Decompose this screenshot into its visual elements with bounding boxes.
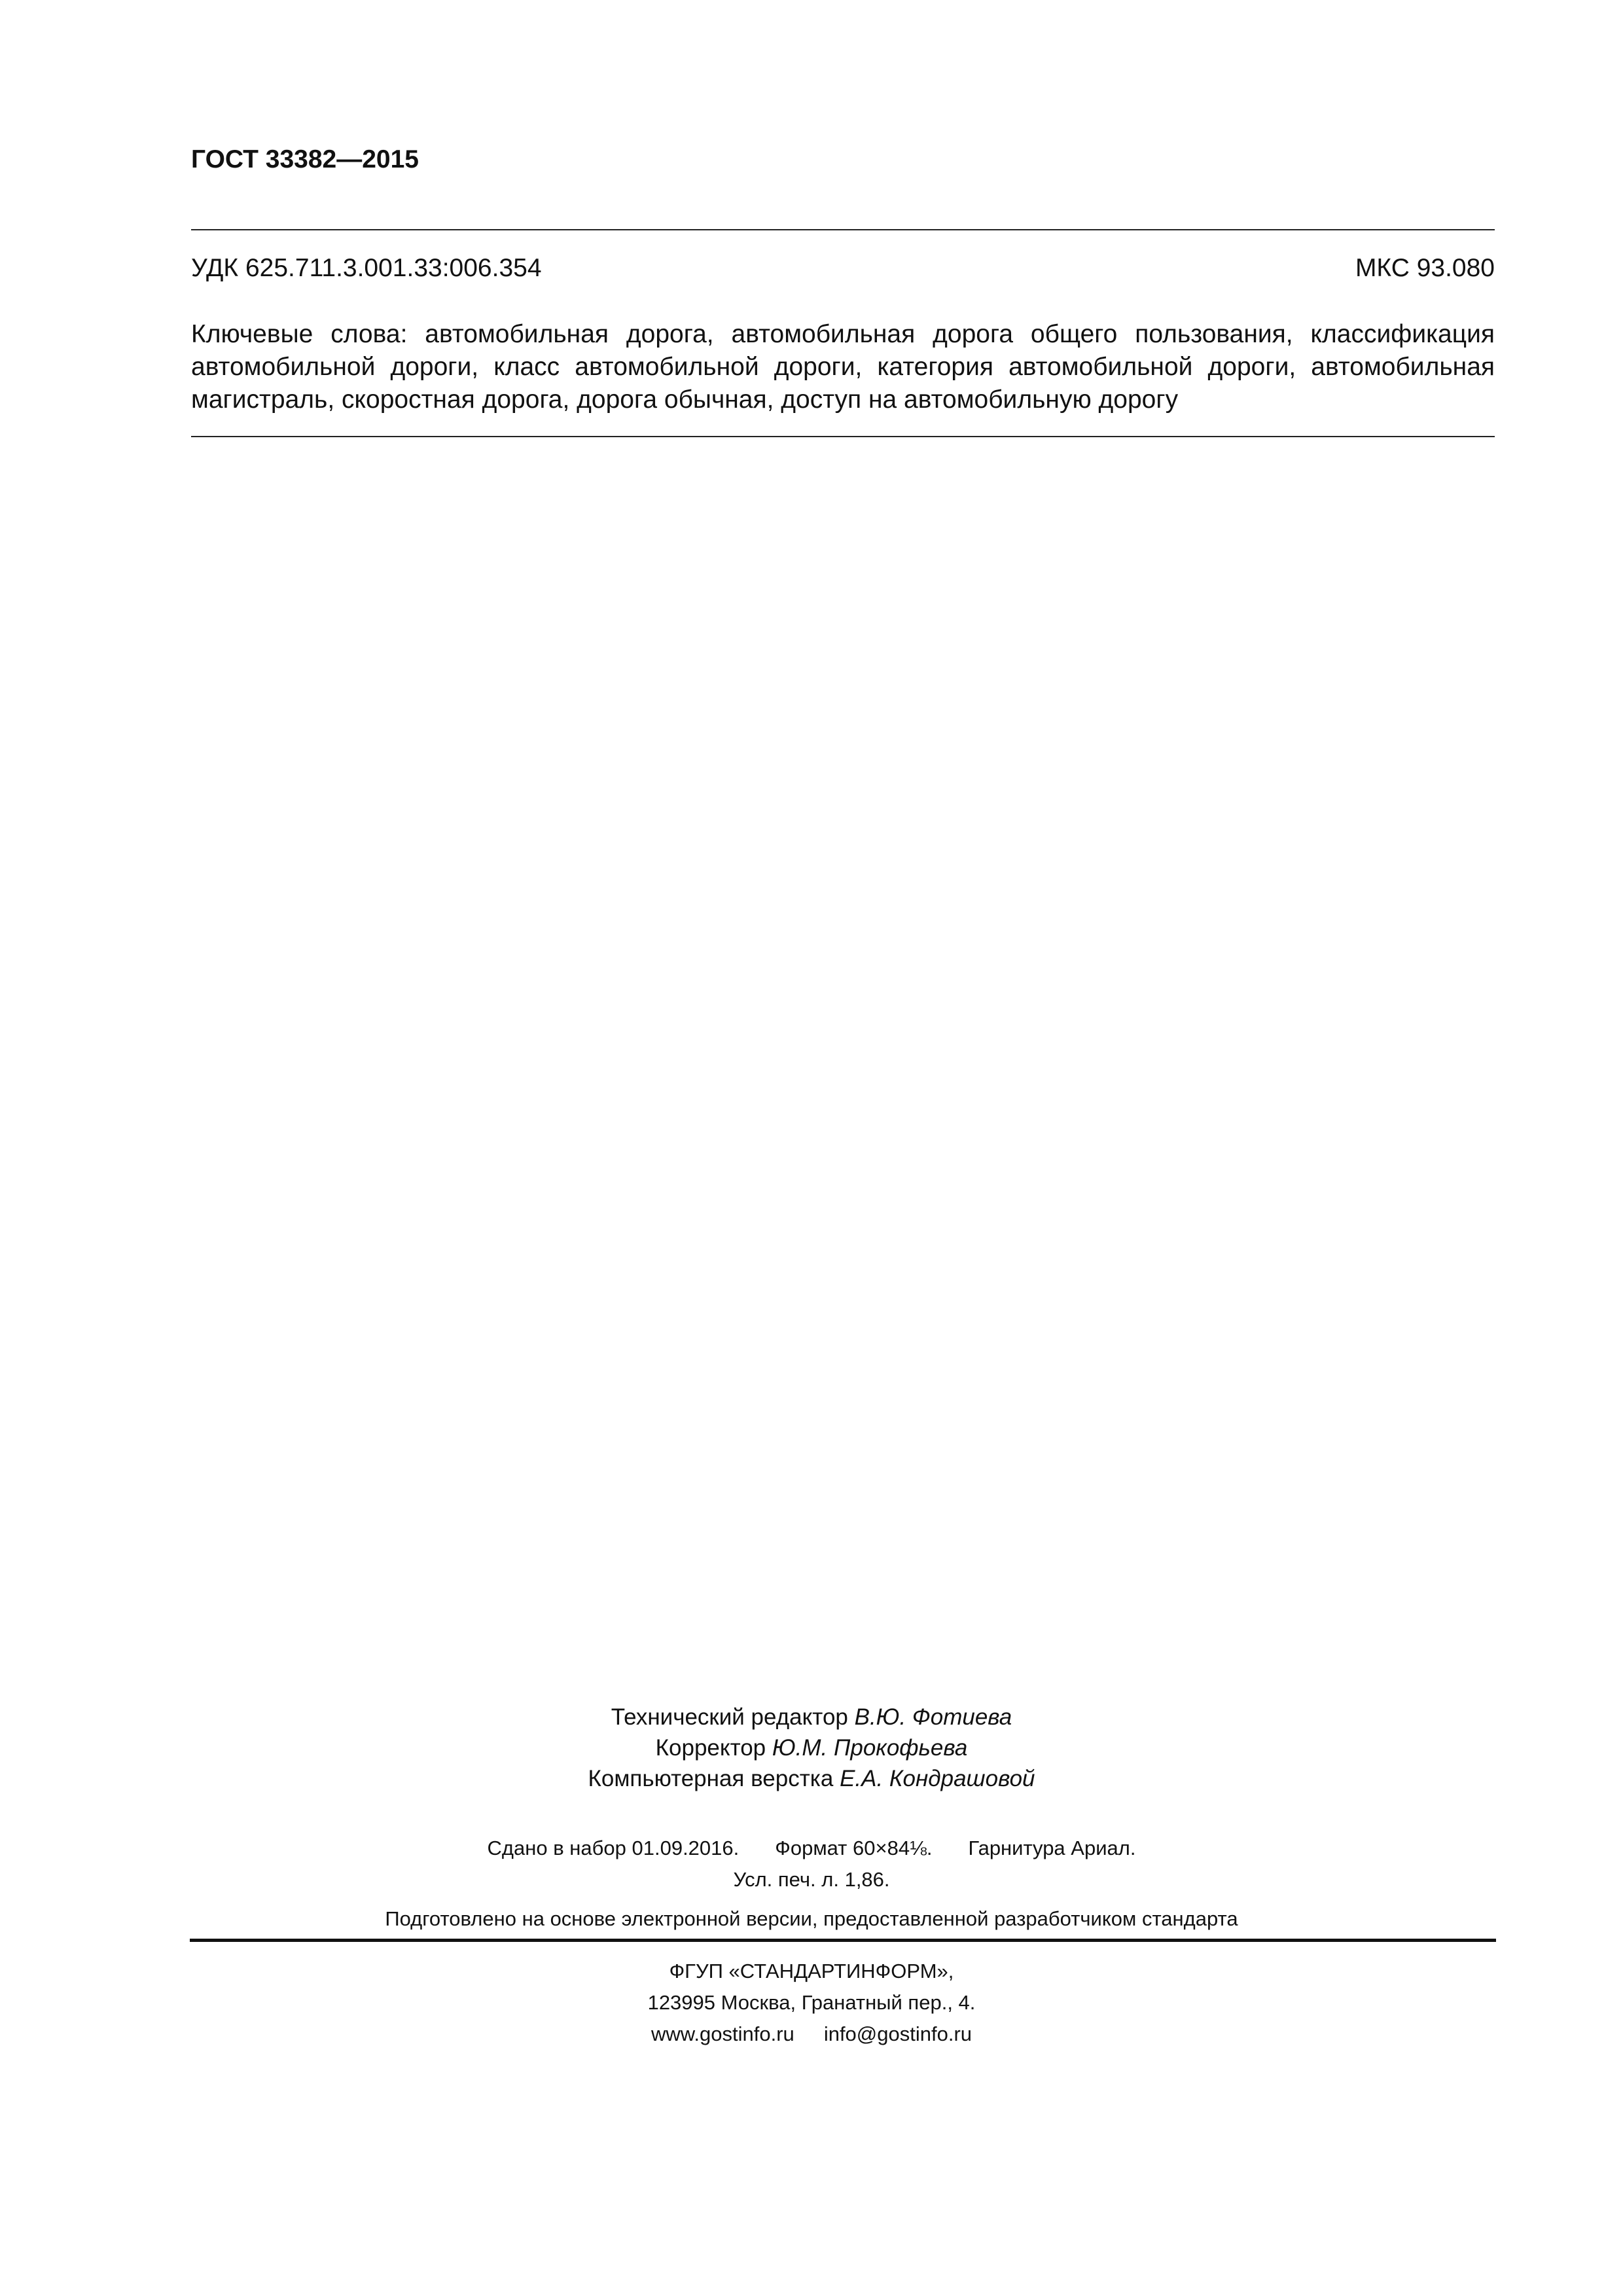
top-divider <box>191 229 1495 230</box>
imprint-line <box>0 1833 1623 1864</box>
submitted-date: Сдано в набор 01.09.2016. <box>487 1837 740 1859</box>
imprint-block <box>0 1833 1623 1895</box>
tech-editor-role: Технический редактор <box>611 1704 848 1730</box>
corrector-line <box>0 1732 1623 1763</box>
paper-format: Формат 60×84⅛. <box>775 1837 933 1859</box>
layout-line <box>0 1763 1623 1794</box>
keywords-text: Ключевые слова: автомобильная дорога, автомобильная дорога общего пользования, классификация автомобильной дороги, класс автомобильной дороги, категория автомобильной дороги, автомобильная магистраль, скоростная дорога, дорога обычная, доступ на автомобильную дорогу <box>191 320 1495 414</box>
document-code: ГОСТ 33382—2015 <box>191 145 419 173</box>
prepared-note: Подготовлено на основе электронной версии, предоставленной разработчиком стандарта <box>385 1907 1238 1930</box>
corrector-role: Корректор <box>655 1735 766 1761</box>
tech-editor-name: В.Ю. Фотиева <box>854 1704 1012 1730</box>
typeface: Гарнитура Ариал. <box>968 1837 1136 1859</box>
publisher-block <box>0 1956 1623 2050</box>
corrector-name: Ю.М. Прокофьева <box>772 1735 968 1761</box>
publisher-address: 123995 Москва, Гранатный пер., 4. <box>647 1991 976 2014</box>
publisher-contacts <box>0 2018 1623 2050</box>
credits-block <box>0 1702 1623 1794</box>
layout-role: Компьютерная верстка <box>588 1766 834 1791</box>
publisher-email[interactable]: info@gostinfo.ru <box>823 2022 972 2045</box>
udk-code: УДК 625.711.3.001.33:006.354 <box>191 254 542 282</box>
publisher-divider <box>190 1939 1496 1942</box>
keywords-divider <box>191 436 1495 437</box>
mks-code: МКС 93.080 <box>1355 254 1495 282</box>
layout-name: Е.А. Кондрашовой <box>840 1766 1035 1791</box>
publisher-website[interactable]: www.gostinfo.ru <box>651 2022 794 2045</box>
publisher-name: ФГУП «СТАНДАРТИНФОРМ», <box>669 1960 954 1982</box>
tech-editor-line <box>0 1702 1623 1732</box>
print-sheets: Усл. печ. л. 1,86. <box>733 1868 890 1891</box>
